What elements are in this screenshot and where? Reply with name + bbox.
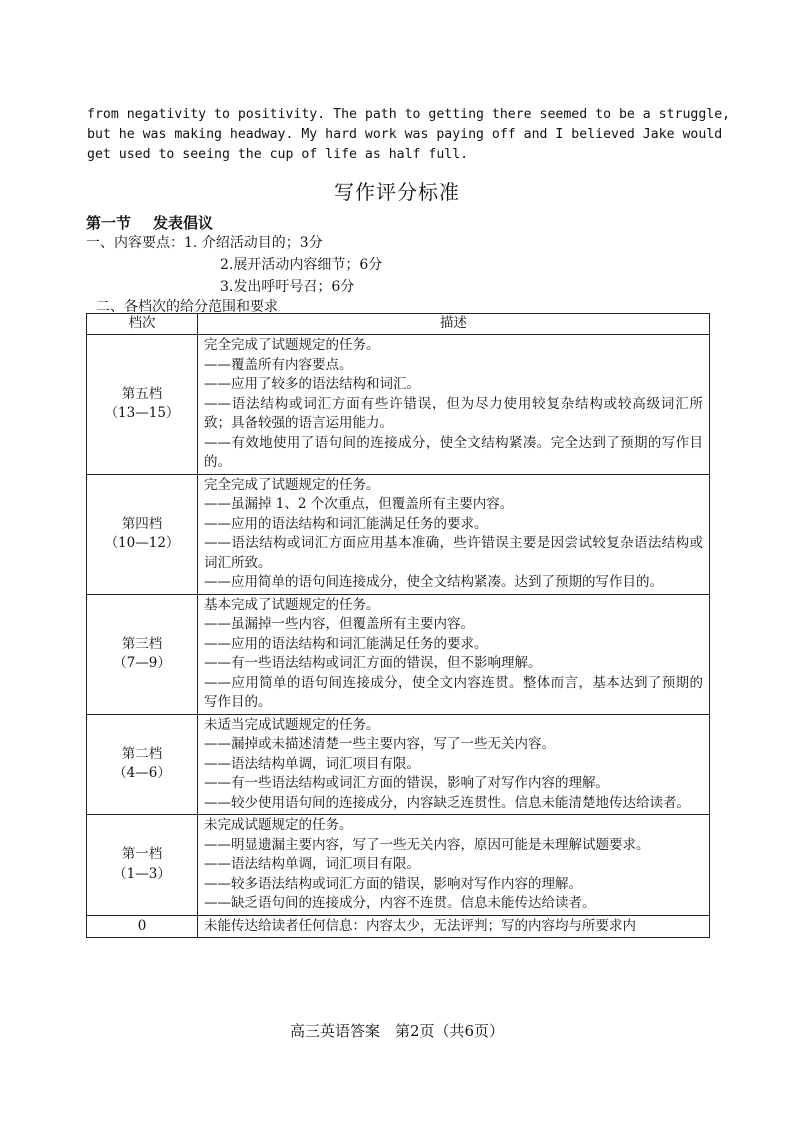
description-line: ——语法结构单调，词汇项目有限。 — [204, 856, 420, 872]
level-range: （7—9） — [113, 655, 171, 671]
content-point: 1. 介绍活动目的；3分 — [184, 235, 323, 251]
level-range: （10—12） — [104, 535, 180, 551]
description-cell — [198, 474, 710, 594]
description-cell — [198, 915, 710, 938]
table-row — [87, 714, 710, 815]
description-line: ——有一些语法结构或词汇方面的错误，影响了对写作内容的理解。 — [204, 775, 609, 791]
description-line: ——明显遗漏主要内容，写了一些无关内容，原因可能是未理解试题要求。 — [204, 836, 650, 853]
level-cell — [87, 335, 198, 475]
table-caption: 二、各档次的给分范围和要求 — [96, 299, 278, 315]
description-line: ——虽漏掉 1、2 个次重点，但覆盖所有主要内容。 — [204, 496, 514, 512]
table-row — [87, 915, 710, 938]
content-point: 2.展开活动内容细节；6分 — [220, 257, 383, 273]
section-number: 第一节 — [86, 214, 132, 232]
description-line: ——应用了较多的语法结构和词汇。 — [204, 376, 420, 392]
level-name: 第三档 — [121, 635, 163, 652]
content-points — [86, 232, 382, 298]
page-title: 写作评分标准 — [334, 180, 460, 204]
level-cell — [87, 474, 198, 594]
description-line: ——应用的语法结构和词汇能满足任务的要求。 — [204, 515, 488, 532]
header-level: 档次 — [87, 314, 198, 335]
table-row — [87, 815, 710, 916]
description-line: ——语法结构或词汇方面应用基本准确，些许错误主要是因尝试较复杂语法结构或词汇所致。 — [204, 535, 703, 571]
level-range: （13—15） — [104, 405, 180, 422]
description-line: ——缺乏语句间的连接成分，内容不连贯。信息未能传达给读者。 — [204, 895, 596, 911]
description-line: 未适当完成试题规定的任务。 — [204, 716, 380, 733]
description-line: ——虽漏掉一些内容，但覆盖所有主要内容。 — [204, 616, 474, 632]
description-line: 未完成试题规定的任务。 — [204, 817, 353, 833]
description-cell — [198, 714, 710, 815]
level-name: 第一档 — [121, 846, 163, 863]
description-line: ——较少使用语句间的连接成分，内容缺乏连贯性。信息未能清楚地传达给读者。 — [204, 794, 690, 811]
description-cell — [198, 335, 710, 475]
level-name: 第二档 — [121, 745, 163, 762]
description-cell — [198, 594, 710, 714]
table-header-row — [87, 314, 710, 335]
description-line: ——覆盖所有内容要点。 — [204, 356, 353, 373]
description-line: 未能传达给读者任何信息：内容太少，无法评判；写的内容均与所要求内 — [204, 917, 636, 934]
description-line: 完全完成了试题规定的任务。 — [204, 476, 380, 493]
description-line: ——有一些语法结构或词汇方面的错误，但不影响理解。 — [204, 655, 542, 671]
table-row — [87, 335, 710, 475]
level-name: 0 — [137, 917, 147, 934]
essay-line: but he was making headway. My hard work was paying off and I believed Jake would — [87, 127, 723, 142]
description-line: ——漏掉或未描述清楚一些主要内容，写了一些无关内容。 — [204, 736, 555, 752]
content-point: 3.发出呼吁号召；6分 — [220, 279, 355, 295]
essay-ending-paragraph — [87, 105, 731, 165]
level-cell — [87, 594, 198, 714]
essay-line: get used to seeing the cup of life as half full. — [87, 147, 469, 162]
description-line: ——较多语法结构或词汇方面的错误，影响对写作内容的理解。 — [204, 875, 582, 892]
description-line: ——语法结构单调，词汇项目有限。 — [204, 755, 420, 772]
level-cell — [87, 815, 198, 916]
description-line: ——应用简单的语句间连接成分，使全文内容连贯。整体而言，基本达到了预期的写作目的。 — [204, 674, 703, 710]
description-line: 完全完成了试题规定的任务。 — [204, 337, 380, 353]
essay-line: from negativity to positivity. The path to getting there seemed to be a struggle, — [87, 107, 731, 122]
content-points-label: 一、内容要点： — [86, 235, 184, 251]
description-line: ——应用的语法结构和词汇能满足任务的要求。 — [204, 635, 488, 652]
section-name: 发表倡议 — [153, 214, 214, 232]
table-row — [87, 594, 710, 714]
section-heading — [86, 212, 213, 233]
level-name: 第四档 — [121, 515, 163, 532]
description-line: ——应用简单的语句间连接成分，使全文结构紧凑。达到了预期的写作目的。 — [204, 574, 663, 590]
level-range: （4—6） — [113, 765, 171, 782]
table-row — [87, 474, 710, 594]
level-name: 第五档 — [121, 385, 163, 402]
description-line: 基本完成了试题规定的任务。 — [204, 596, 380, 613]
level-range: （1—3） — [113, 865, 171, 882]
scoring-table — [86, 313, 710, 938]
level-cell — [87, 714, 198, 815]
description-line: ——语法结构或词汇方面有些许错误，但为尽力使用较复杂结构或较高级词汇所致；具备较强的语言运用能力。 — [204, 395, 703, 431]
page-footer: 高三英语答案 第2页（共6页） — [289, 1022, 505, 1040]
header-description: 描述 — [198, 314, 710, 335]
description-cell — [198, 815, 710, 916]
description-line: ——有效地使用了语句间的连接成分，使全文结构紧凑。完全达到了预期的写作目的。 — [204, 434, 703, 470]
level-cell — [87, 915, 198, 938]
